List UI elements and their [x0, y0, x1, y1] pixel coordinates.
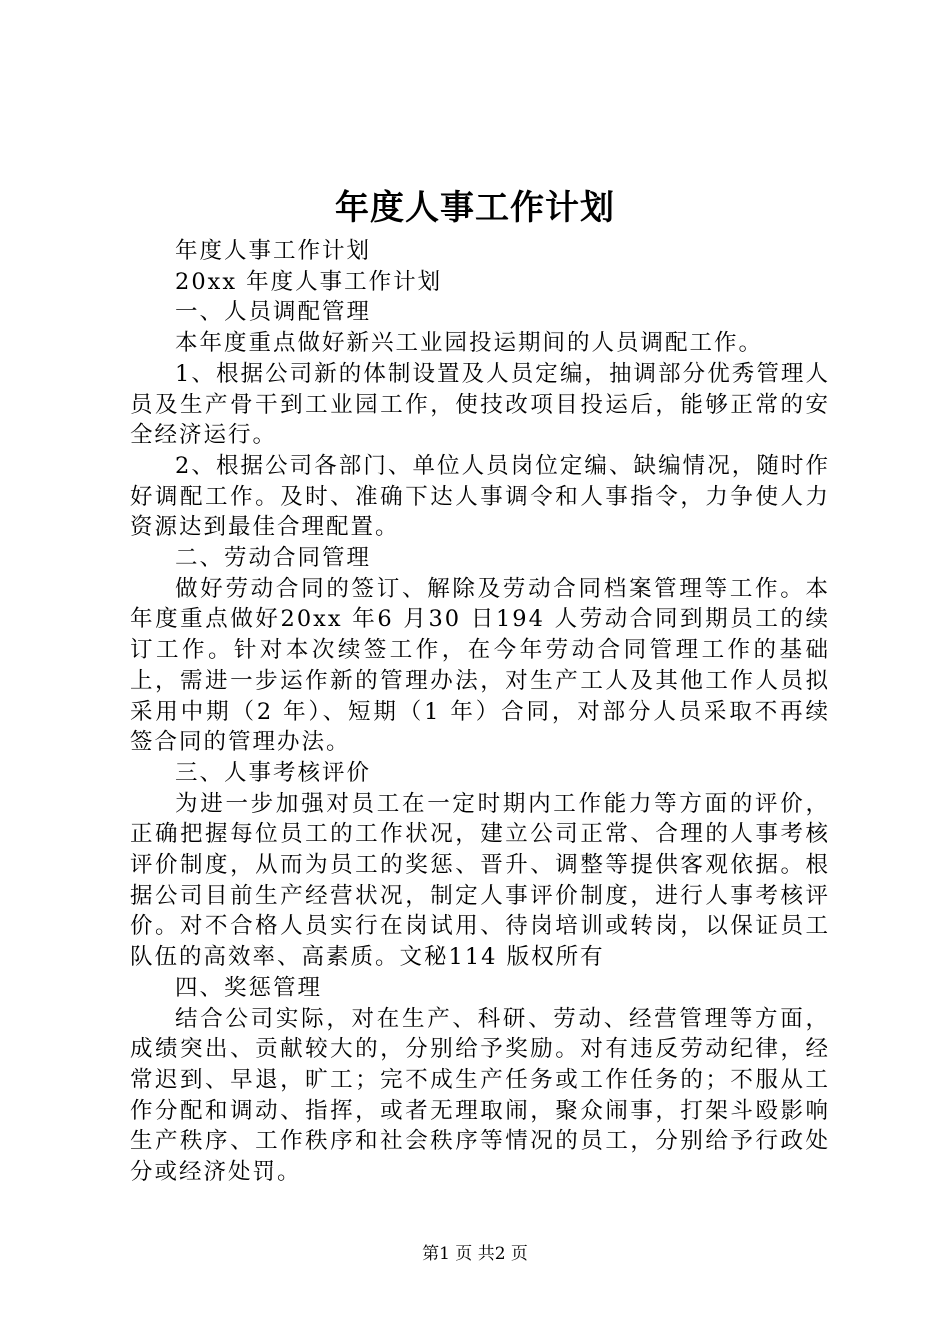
paragraph-staffing-item-2: 2、根据公司各部门、单位人员岗位定编、缺编情况，随时作好调配工作。及时、准确下达人事调令和人事指令，力争使人力资源达到最佳合理配置。: [130, 452, 830, 541]
document-title: 年度人事工作计划: [335, 188, 615, 228]
document-body: [130, 236, 830, 1188]
page-footer: 第1 页 共2 页: [422, 1244, 528, 1264]
paragraph-staffing-intro: 本年度重点做好新兴工业园投运期间的人员调配工作。: [175, 330, 764, 357]
section-heading-assessment: 三、人事考核评价: [175, 759, 372, 786]
paragraph-rewards: 结合公司实际，对在生产、科研、劳动、经营管理等方面，成绩突出、贡献较大的，分别给予奖励。对有违反劳动纪律，经常迟到、早退，旷工；完不成生产任务或工作任务的；不服从工作分配和调动、指挥，或者无理取闹，聚众闹事，打架斗殴影响生产秩序、工作秩序和社会秩序等情况的员工，分别给予行政处分或经济处罚。: [130, 1005, 830, 1186]
paragraph-assessment: 为进一步加强对员工在一定时期内工作能力等方面的评价，正确把握每位员工的工作状况，建立公司正常、合理的人事考核评价制度，从而为员工的奖惩、晋升、调整等提供客观依据。根据公司目前生产经营状况，制定人事评价制度，进行人事考核评价。对不合格人员实行在岗试用、待岗培训或转岗，以保证员工队伍的高效率、高素质。文秘114 版权所有: [130, 790, 830, 971]
section-heading-staffing: 一、人员调配管理: [175, 299, 372, 326]
paragraph-subtitle: 年度人事工作计划: [175, 238, 372, 264]
paragraph-plan-title: 20xx 年度人事工作计划: [175, 268, 443, 295]
section-heading-rewards: 四、奖惩管理: [175, 974, 323, 1001]
paragraph-contracts: 做好劳动合同的签订、解除及劳动合同档案管理等工作。本年度重点做好20xx 年6 月30 日194 人劳动合同到期员工的续订工作。针对本次续签工作，在今年劳动合同管理工作的基础上，需进一步运作新的管理办法，对生产工人及其他工作人员拟采用中期（2 年）、短期（1 年）合同，对部分人员采取不再续签合同的管理办法。: [130, 575, 830, 756]
section-heading-contracts: 二、劳动合同管理: [175, 545, 372, 572]
paragraph-staffing-item-1: 1、根据公司新的体制设置及人员定编，抽调部分优秀管理人员及生产骨干到工业园工作，使技改项目投运后，能够正常的安全经济运行。: [130, 360, 830, 449]
